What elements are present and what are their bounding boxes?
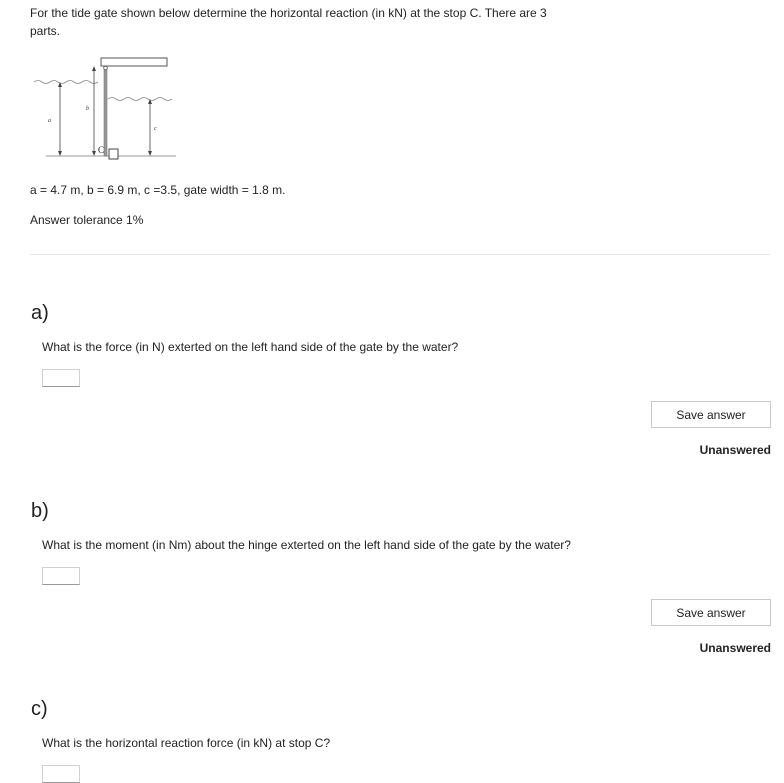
label-stop-c: C	[98, 145, 105, 155]
hinge-pin	[104, 66, 108, 70]
part-b-status: Unanswered	[699, 641, 771, 655]
part-a-answer-input[interactable]	[42, 369, 80, 387]
part-c-question: What is the horizontal reaction force (in kN) at stop C?	[42, 736, 331, 750]
answer-tolerance: Answer tolerance 1%	[30, 213, 144, 227]
dimension-b-arrow-top	[92, 66, 96, 71]
part-b-label: b)	[31, 500, 49, 522]
hinge-support	[101, 58, 167, 66]
part-a-label: a)	[31, 302, 49, 324]
dimension-b-arrow-bottom	[92, 151, 96, 156]
part-a-save-button[interactable]: Save answer	[651, 401, 771, 428]
tide-gate-diagram	[30, 52, 180, 164]
part-c-answer-input[interactable]	[42, 765, 80, 783]
problem-statement	[30, 4, 570, 40]
label-b: b	[86, 106, 89, 112]
problem-line-1: For the tide gate shown below determine the horizontal reaction (in kN) at the stop C. There are 3	[30, 6, 547, 20]
part-a-status: Unanswered	[699, 443, 771, 457]
stop-block	[109, 149, 118, 159]
part-c-label: c)	[31, 698, 48, 720]
part-b-answer-input[interactable]	[42, 567, 80, 585]
section-divider	[30, 254, 770, 255]
dimension-c-arrow-bottom	[148, 151, 152, 156]
left-water-surface	[34, 81, 98, 84]
problem-line-2: parts.	[30, 24, 61, 38]
dimension-a-arrow-bottom	[58, 151, 62, 156]
part-b-save-button[interactable]: Save answer	[651, 599, 771, 626]
given-parameters: a = 4.7 m, b = 6.9 m, c =3.5, gate width = 1.8 m.	[30, 183, 286, 197]
label-c: c	[154, 126, 157, 132]
part-a-question: What is the force (in N) exterted on the left hand side of the gate by the water?	[42, 340, 459, 354]
gate	[104, 66, 107, 156]
label-a: a	[48, 118, 51, 124]
right-water-surface	[108, 98, 172, 101]
part-b-question: What is the moment (in Nm) about the hinge exterted on the left hand side of the gate by the water?	[42, 538, 571, 552]
